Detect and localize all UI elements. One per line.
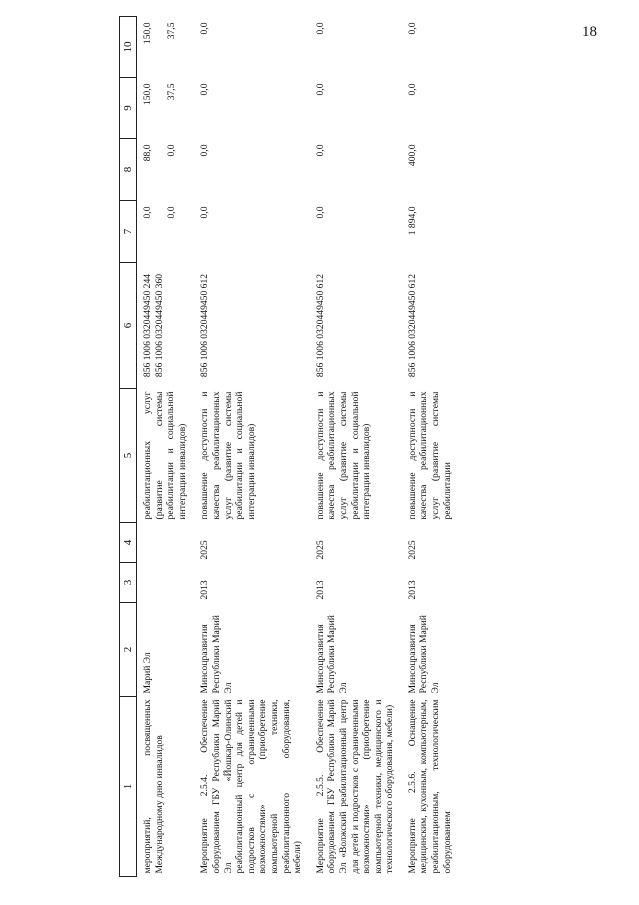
table-row — [137, 17, 195, 877]
start-year: 2013 — [199, 580, 211, 600]
col-header-8: 8 — [120, 139, 137, 201]
amount: 37,5 — [165, 22, 177, 40]
responsible-executor: Минсоцразвития Республики Марий Эл — [406, 615, 442, 694]
responsible-executor: Минсоцразвития Республики Марий Эл — [199, 615, 234, 694]
table-row — [194, 17, 309, 877]
activity-name: мероприятий, посвященных Международному дню инвалидов — [142, 699, 165, 874]
amount-cell — [137, 78, 195, 139]
amount: 0,0 — [314, 144, 326, 157]
amount-cell — [137, 201, 195, 263]
col-header-10: 10 — [120, 17, 137, 78]
amount: 0,0 — [199, 22, 211, 35]
activity-name: Мероприятие 2.5.4. Обеспечение оборудованием ГБУ Республики Марий Эл «Йошкар-Олинский реабилитационный центр для детей и подростков с ограниченными возможностями» (приобретение компьютерной техники, реабилитационного оборудования, мебели) — [199, 699, 304, 874]
end-year: 2025 — [406, 540, 418, 560]
col-header-7: 7 — [120, 201, 137, 263]
start-year: 2013 — [406, 580, 418, 600]
col-header-2: 2 — [120, 603, 137, 697]
amount: 400,0 — [406, 144, 418, 167]
amount: 0,0 — [406, 83, 418, 96]
start-year: 2013 — [314, 580, 326, 600]
col-header-3: 3 — [120, 563, 137, 603]
amount-cell — [137, 139, 195, 201]
amount: 0,0 — [199, 144, 211, 157]
amount: 37,5 — [165, 83, 177, 101]
column-number-header — [120, 17, 137, 877]
budget-code: 856 1006 0320449450 360 — [153, 273, 165, 378]
amount: 0,0 — [314, 206, 326, 219]
responsible-executor: Минсоцразвития Республики Марий Эл — [314, 615, 349, 694]
expected-result: реабилитационных услуг (развитие системы реабилитации и социальной интеграции инвалидов) — [142, 391, 188, 520]
amount: 0,0 — [142, 206, 153, 219]
expected-result: повышение доступности и качества реабилитационных услуг (развитие системы реабилитации и социальной интеграции инвалидов) — [199, 391, 257, 520]
end-year: 2025 — [314, 540, 326, 560]
expected-result: повышение доступности и качества реабилитационных услуг (развитие системы реабилитации — [406, 391, 453, 520]
amount: 150,0 — [142, 22, 153, 45]
page-number: 18 — [582, 24, 597, 40]
amount: 1 894,0 — [406, 206, 418, 236]
expected-result: повышение доступности и качества реабилитационных услуг (развитие системы реабилитации и социальной интеграции инвалидов) — [314, 391, 373, 520]
amount: 0,0 — [199, 206, 211, 219]
amount: 0,0 — [199, 83, 211, 96]
budget-code: 856 1006 0320449450 612 — [314, 273, 326, 378]
col-header-4: 4 — [120, 523, 137, 563]
budget-code: 856 1006 0320449450 244 — [142, 273, 153, 378]
budget-code: 856 1006 0320449450 612 — [406, 273, 418, 378]
col-header-6: 6 — [120, 263, 137, 389]
activity-name: Мероприятие 2.5.6. Оснащение медицинским, кухонным, компьютерным, реабилитационным, технологическим оборудованием — [406, 699, 453, 874]
budget-code: 856 1006 0320449450 612 — [199, 273, 211, 378]
amount: 0,0 — [165, 206, 177, 219]
col-header-1: 1 — [120, 697, 137, 877]
col-header-5: 5 — [120, 389, 137, 523]
rotated-table-page — [119, 17, 639, 877]
amount: 88,0 — [142, 144, 153, 162]
activity-name: Мероприятие 2.5.5. Обеспечение оборудованием ГБУ Республики Марий Эл «Волжский реабилитационный центр для детей и подростков с ограниченными возможностями» (приобретение компьютерной техники, медицинского и технологического оборудования, мебели) — [314, 699, 396, 874]
table-row — [310, 17, 402, 877]
program-activities-table — [119, 16, 459, 877]
amount: 0,0 — [314, 22, 326, 35]
end-year — [137, 523, 195, 563]
amount: 0,0 — [165, 144, 177, 157]
start-year — [137, 563, 195, 603]
budget-code-cell — [137, 263, 195, 389]
table-row — [402, 17, 459, 877]
amount-cell — [137, 17, 195, 78]
col-header-9: 9 — [120, 78, 137, 139]
amount: 0,0 — [406, 22, 418, 35]
amount: 150,0 — [142, 83, 153, 106]
amount: 0,0 — [314, 83, 326, 96]
end-year: 2025 — [199, 540, 211, 560]
responsible-executor: Марий Эл — [142, 652, 153, 694]
